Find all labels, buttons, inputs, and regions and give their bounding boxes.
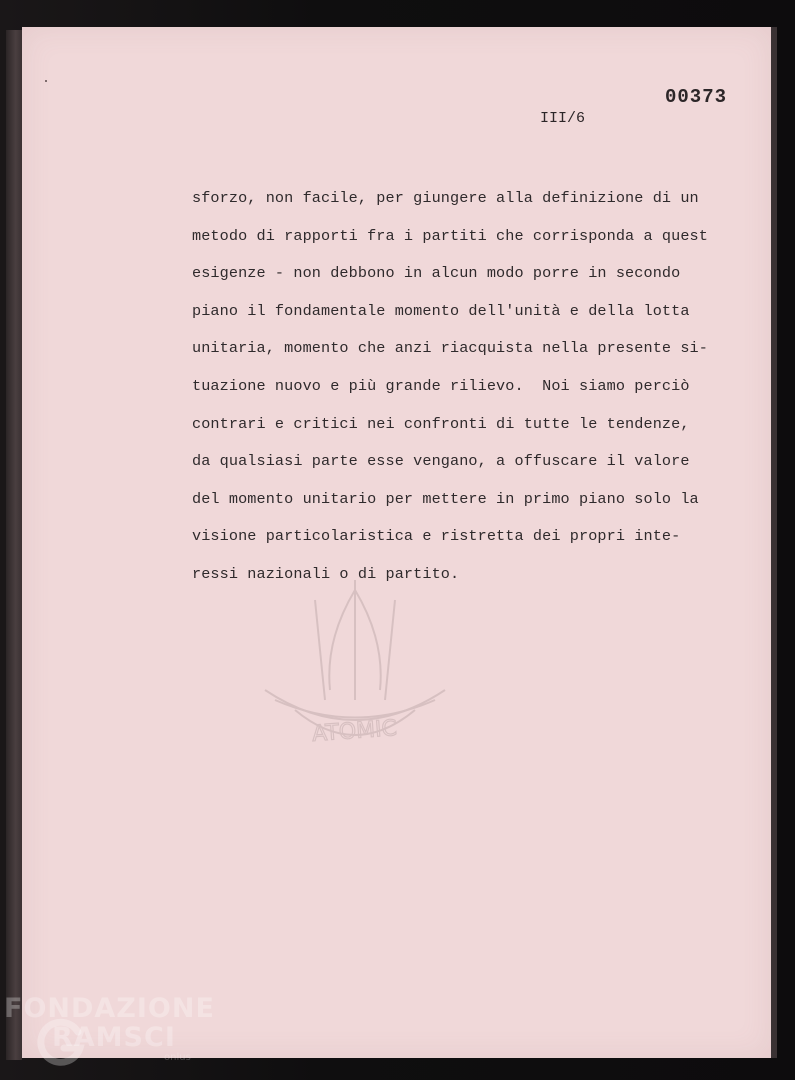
page-edge-shadow bbox=[771, 27, 777, 1058]
text-line: da qualsiasi parte esse vengano, a offuscare il valore bbox=[192, 452, 690, 471]
text-line: del momento unitario per mettere in primo piano solo la bbox=[192, 489, 699, 508]
binding-edge bbox=[6, 30, 22, 1060]
text-line: piano il fondamentale momento dell'unità e della lotta bbox=[192, 301, 690, 320]
logo-onlus: onlus bbox=[164, 1052, 191, 1063]
text-line: sforzo, non facile, per giungere alla definizione di un bbox=[192, 189, 699, 207]
watermark-text: ATOMIC bbox=[311, 716, 398, 747]
logo-line-fondazione: FONDAZIONE bbox=[4, 993, 215, 1024]
logo-line-gramsci: RAMSCI bbox=[52, 1022, 176, 1053]
text-line: esigenze - non debbono in alcun modo porre in secondo bbox=[192, 264, 681, 283]
text-line: contrari e critici nei confronti di tutte le tendenze, bbox=[192, 414, 690, 433]
typed-text-body bbox=[192, 180, 737, 594]
text-line: visione particolaristica e ristretta dei propri inte- bbox=[192, 527, 681, 546]
fondazione-gramsci-logo bbox=[4, 990, 215, 1075]
text-line: unitaria, momento che anzi riacquista nella presente si- bbox=[192, 339, 708, 358]
text-line: tuazione nuovo e più grande rilievo. Noi siamo perciò bbox=[192, 376, 690, 395]
page-reference: III/6 bbox=[540, 110, 586, 127]
document-number: 00373 bbox=[665, 86, 728, 108]
paper-speck bbox=[45, 80, 47, 82]
text-line: metodo di rapporti fra i partiti che corrisponda a quest bbox=[192, 226, 708, 245]
text-line: ressi nazionali o di partito. bbox=[192, 564, 460, 583]
